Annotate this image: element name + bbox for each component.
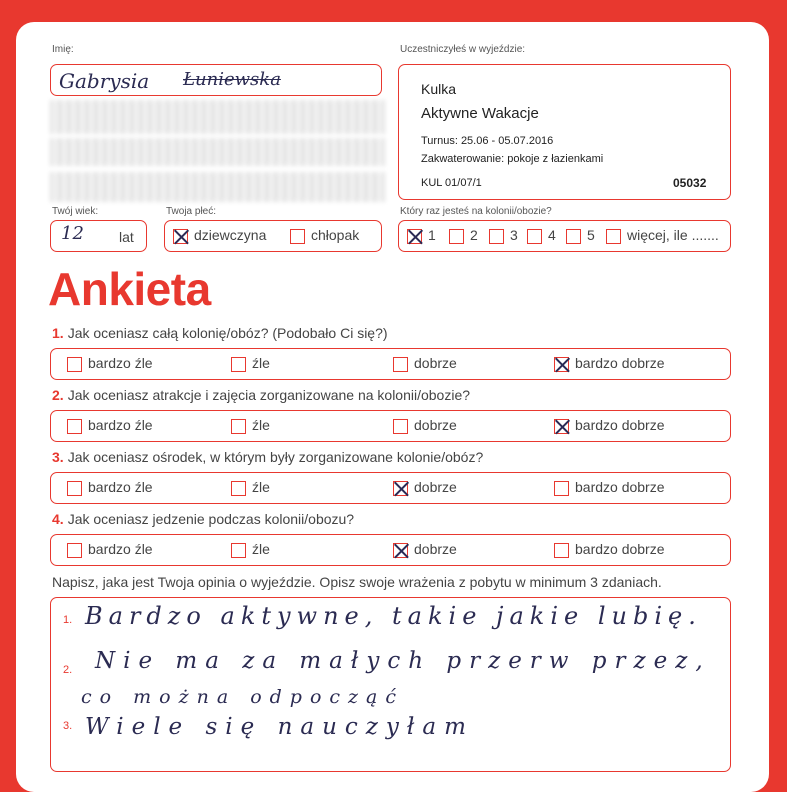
checkbox-checked-icon[interactable] (407, 229, 422, 244)
rating-option[interactable] (67, 417, 153, 434)
checkbox-checked-icon[interactable] (393, 481, 408, 496)
gender-label: Twoja płeć: (166, 206, 217, 217)
name-label: Imię: (52, 44, 74, 55)
rating-option-label: bardzo dobrze (575, 417, 665, 433)
rating-option-label: dobrze (414, 541, 457, 557)
checkbox-icon[interactable] (393, 357, 408, 372)
gender-option-male[interactable]: chłopak (290, 227, 359, 244)
opinion-prompt: Napisz, jaka jest Twoja opinia o wyjeździe. Opisz swoje wrażenia z pobytu w minimum 3 zdaniach. (52, 574, 662, 590)
rating-option[interactable] (554, 541, 665, 558)
trip-name: Aktywne Wakacje (421, 105, 539, 122)
rating-option[interactable] (67, 541, 153, 558)
redacted-address-3 (50, 172, 385, 202)
question-4-options (50, 534, 731, 566)
rating-option-label: bardzo dobrze (575, 355, 665, 371)
opinion-num-2: 2. (63, 664, 73, 676)
checkbox-icon[interactable] (566, 229, 581, 244)
checkbox-icon[interactable] (67, 357, 82, 372)
times-field (398, 220, 731, 252)
checkbox-icon[interactable] (231, 357, 246, 372)
opinion-line-2b: co można odpocząć (81, 686, 405, 708)
opinion-num-3: 3. (63, 720, 73, 732)
rating-option[interactable] (393, 541, 457, 558)
opinion-textarea[interactable] (50, 597, 731, 772)
checkbox-icon[interactable] (606, 229, 621, 244)
rating-option-label: bardzo źle (88, 541, 153, 557)
redacted-address-1 (50, 100, 385, 134)
question-3-options (50, 472, 731, 504)
checkbox-checked-icon[interactable] (173, 229, 188, 244)
rating-option-label: źle (252, 417, 270, 433)
rating-option-label: źle (252, 355, 270, 371)
rating-option-label: dobrze (414, 417, 457, 433)
name-field[interactable] (50, 64, 382, 96)
rating-option[interactable] (231, 417, 270, 434)
trip-label: Uczestniczyłeś w wyjeździe: (400, 44, 526, 55)
question-4-text (52, 511, 354, 527)
first-name-value: Gabrysia (59, 69, 150, 93)
question-label: Jak oceniasz atrakcje i zajęcia zorganizowane na kolonii/obozie? (67, 387, 471, 403)
checkbox-icon[interactable] (527, 229, 542, 244)
question-number: 2. (52, 387, 64, 403)
rating-option-label: bardzo dobrze (575, 479, 665, 495)
times-option-3[interactable]: 3 (489, 227, 518, 244)
rating-option-label: bardzo dobrze (575, 541, 665, 557)
question-1-options (50, 348, 731, 380)
trip-code: KUL 01/07/1 (421, 177, 482, 189)
question-2-text (52, 387, 470, 403)
rating-option[interactable] (554, 479, 665, 496)
checkbox-checked-icon[interactable] (393, 543, 408, 558)
question-number: 4. (52, 511, 64, 527)
checkbox-checked-icon[interactable] (554, 419, 569, 434)
rating-option-label: dobrze (414, 355, 457, 371)
times-option-1[interactable]: 1 (407, 227, 436, 244)
rating-option[interactable] (393, 355, 457, 372)
question-label: Jak oceniasz jedzenie podczas kolonii/obozu? (67, 511, 355, 527)
question-label: Jak oceniasz ośrodek, w którym były zorganizowane kolonie/obóz? (67, 449, 484, 465)
rating-option-label: bardzo źle (88, 355, 153, 371)
rating-option[interactable] (231, 479, 270, 496)
rating-option[interactable] (67, 479, 153, 496)
rating-option-label: bardzo źle (88, 417, 153, 433)
age-value: 12 (61, 223, 84, 244)
age-field[interactable] (50, 220, 147, 252)
rating-option[interactable] (393, 417, 457, 434)
checkbox-icon[interactable] (554, 543, 569, 558)
times-option-more[interactable]: więcej, ile ....... (606, 227, 719, 244)
rating-option-label: bardzo źle (88, 479, 153, 495)
trip-organizer: Kulka (421, 81, 457, 97)
age-unit: lat (119, 229, 134, 245)
rating-option[interactable] (231, 355, 270, 372)
times-option-2[interactable]: 2 (449, 227, 478, 244)
times-option-5[interactable]: 5 (566, 227, 595, 244)
gender-option-female[interactable]: dziewczyna (173, 227, 266, 244)
question-2-options (50, 410, 731, 442)
opinion-line-3: Wiele się nauczyłam (85, 714, 474, 740)
trip-turnus: Turnus: 25.06 - 05.07.2016 (421, 135, 554, 147)
rating-option[interactable] (231, 541, 270, 558)
survey-title: Ankieta (48, 263, 211, 315)
question-label: Jak oceniasz całą kolonię/obóz? (Podobało Ci się?) (67, 325, 388, 341)
rating-option[interactable] (393, 479, 457, 496)
trip-number: 05032 (673, 176, 707, 190)
checkbox-icon[interactable] (489, 229, 504, 244)
rating-option[interactable] (554, 355, 665, 372)
checkbox-icon[interactable] (554, 481, 569, 496)
times-option-4[interactable]: 4 (527, 227, 556, 244)
checkbox-icon[interactable] (449, 229, 464, 244)
question-3-text (52, 449, 483, 465)
opinion-line-1: Bardzo aktywne, takie jakie lubię. (85, 602, 702, 630)
last-name-value: Łuniewska (183, 69, 281, 90)
times-label: Który raz jesteś na kolonii/obozie? (400, 206, 552, 217)
checkbox-icon[interactable] (67, 419, 82, 434)
opinion-num-1: 1. (63, 614, 73, 626)
question-1-text (52, 325, 388, 341)
rating-option-label: dobrze (414, 479, 457, 495)
question-number: 3. (52, 449, 64, 465)
question-number: 1. (52, 325, 64, 341)
checkbox-icon[interactable] (67, 543, 82, 558)
trip-info-box (398, 64, 731, 200)
checkbox-icon[interactable] (393, 419, 408, 434)
checkbox-icon[interactable] (231, 543, 246, 558)
rating-option-label: źle (252, 479, 270, 495)
trip-accommodation: Zakwaterowanie: pokoje z łazienkami (421, 153, 604, 165)
checkbox-icon[interactable] (67, 481, 82, 496)
rating-option[interactable] (554, 417, 665, 434)
checkbox-checked-icon[interactable] (554, 357, 569, 372)
checkbox-icon[interactable] (231, 419, 246, 434)
rating-option[interactable] (67, 355, 153, 372)
age-label: Twój wiek: (52, 206, 99, 217)
checkbox-icon[interactable] (290, 229, 305, 244)
rating-option-label: źle (252, 541, 270, 557)
opinion-line-2: Nie ma za małych przerw przez, (95, 648, 711, 674)
redacted-address-2 (50, 138, 385, 166)
checkbox-icon[interactable] (231, 481, 246, 496)
gender-field (164, 220, 382, 252)
